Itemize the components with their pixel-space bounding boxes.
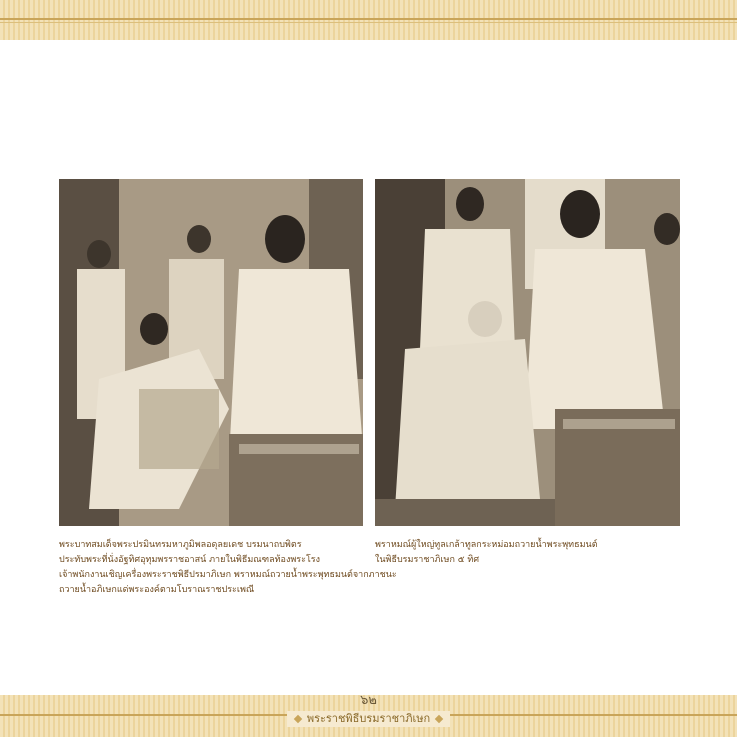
photo-left-caption	[59, 538, 397, 598]
photo-right-image	[375, 179, 680, 526]
caption-line: เจ้าพนักงานเชิญเครื่องพระราชพิธีปรมาภิเษก พราหมณ์ถวายน้ำพระพุทธมนต์จากภาชนะ	[59, 570, 397, 580]
caption-line: ในพิธีบรมราชาภิเษก ๕ ทิศ	[375, 555, 480, 565]
footer-title-container	[0, 710, 737, 728]
footer-title: พระราชพิธีบรมราชาภิเษก	[306, 712, 431, 725]
diamond-ornament-icon	[294, 715, 302, 723]
footer-title-plate	[287, 711, 450, 727]
header-gold-rule-thin	[0, 22, 737, 23]
caption-line: พระบาทสมเด็จพระปรมินทรมหาภูมิพลอดุลยเดช บรมนาถบพิตร	[59, 540, 302, 550]
header-gold-rule	[0, 18, 737, 20]
diamond-ornament-icon	[435, 715, 443, 723]
photo-right-caption	[375, 538, 680, 568]
caption-line: ถวายน้ำอภิเษกแด่พระองค์ตามโบราณราชประเพณี	[59, 585, 255, 595]
caption-line: พราหมณ์ผู้ใหญ่ทูลเกล้าทูลกระหม่อมถวายน้ำพระพุทธมนต์	[375, 540, 598, 550]
caption-line: ประทับพระที่นั่งอัฐทิศอุทุมพรราชอาสน์ ภายในพิธีมณฑลท้องพระโรง	[59, 555, 321, 565]
photo-left-image	[59, 179, 363, 526]
page-number: ๖๒	[360, 693, 377, 708]
photo-left	[59, 179, 363, 526]
header-ornament-band	[0, 0, 737, 40]
photo-right	[375, 179, 680, 526]
